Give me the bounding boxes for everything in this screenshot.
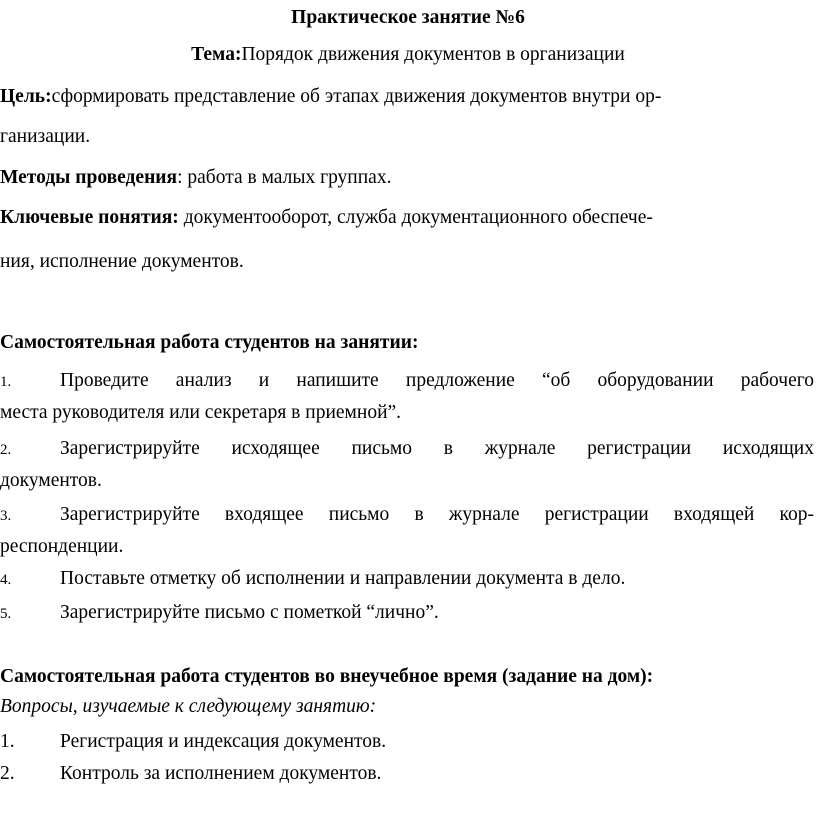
- homework-subheading: Вопросы, изучаемые к следующему занятию:: [0, 696, 377, 717]
- key-concepts-line-1: [0, 206, 816, 230]
- classwork-item-1: [0, 369, 814, 394]
- item-text: Зарегистрируйте письмо с пометкой “лично”.: [60, 602, 439, 623]
- topic-label: Тема:: [191, 44, 242, 65]
- classwork-item-4: [0, 567, 816, 592]
- item-text: Проведите анализ и напишите предложение “об оборудовании рабочего: [60, 370, 814, 391]
- item-number: 3.: [0, 508, 12, 524]
- item-text: Контроль за исполнением документов.: [60, 763, 382, 784]
- item-number: 1.: [0, 731, 15, 752]
- classwork-item-2: [0, 437, 814, 462]
- classwork-item-5: [0, 601, 816, 626]
- item-number: 5.: [0, 606, 12, 622]
- goal-text-1: сформировать представление об этапах движения документов внутри ор-: [51, 86, 662, 107]
- methods-text: : работа в малых группах.: [177, 167, 392, 188]
- item-text: Регистрация и индексация документов.: [60, 731, 387, 752]
- item-number: 4.: [0, 572, 12, 588]
- goal-line-1: [0, 85, 816, 109]
- key-concepts-label: Ключевые понятия:: [0, 207, 179, 228]
- methods-line: [0, 166, 816, 190]
- item-text: Зарегистрируйте исходящее письмо в журнале регистрации исходящих: [60, 438, 814, 459]
- page-title: Практическое занятие №6: [291, 7, 525, 28]
- classwork-item-3-cont: респонденции.: [0, 536, 124, 557]
- item-text: Поставьте отметку об исполнении и направлении документа в дело.: [60, 568, 626, 589]
- topic-line: [0, 43, 816, 67]
- goal-line-2: ганизации.: [0, 126, 91, 147]
- item-number: 2.: [0, 442, 12, 458]
- classwork-item-1-cont: места руководителя или секретаря в приемной”.: [0, 402, 402, 423]
- key-concepts-text-1: документооборот, служба документационного обеспече-: [178, 207, 653, 228]
- item-text: Зарегистрируйте входящее письмо в журнале регистрации входящей кор-: [60, 504, 814, 525]
- methods-label: Методы проведения: [0, 167, 178, 188]
- goal-label: Цель:: [0, 86, 52, 107]
- classwork-item-2-cont: документов.: [0, 470, 102, 491]
- classwork-heading: Самостоятельная работа студентов на занятии:: [0, 332, 419, 353]
- topic-text: Порядок движения документов в организации: [241, 44, 625, 65]
- classwork-item-3: [0, 503, 814, 528]
- homework-item-2: [0, 762, 816, 786]
- item-number: 2.: [0, 763, 15, 784]
- item-number: 1.: [0, 374, 12, 390]
- key-concepts-line-2: ния, исполнение документов.: [0, 251, 244, 272]
- homework-heading: Самостоятельная работа студентов во внеучебное время (задание на дом):: [0, 666, 654, 687]
- homework-item-1: [0, 730, 816, 754]
